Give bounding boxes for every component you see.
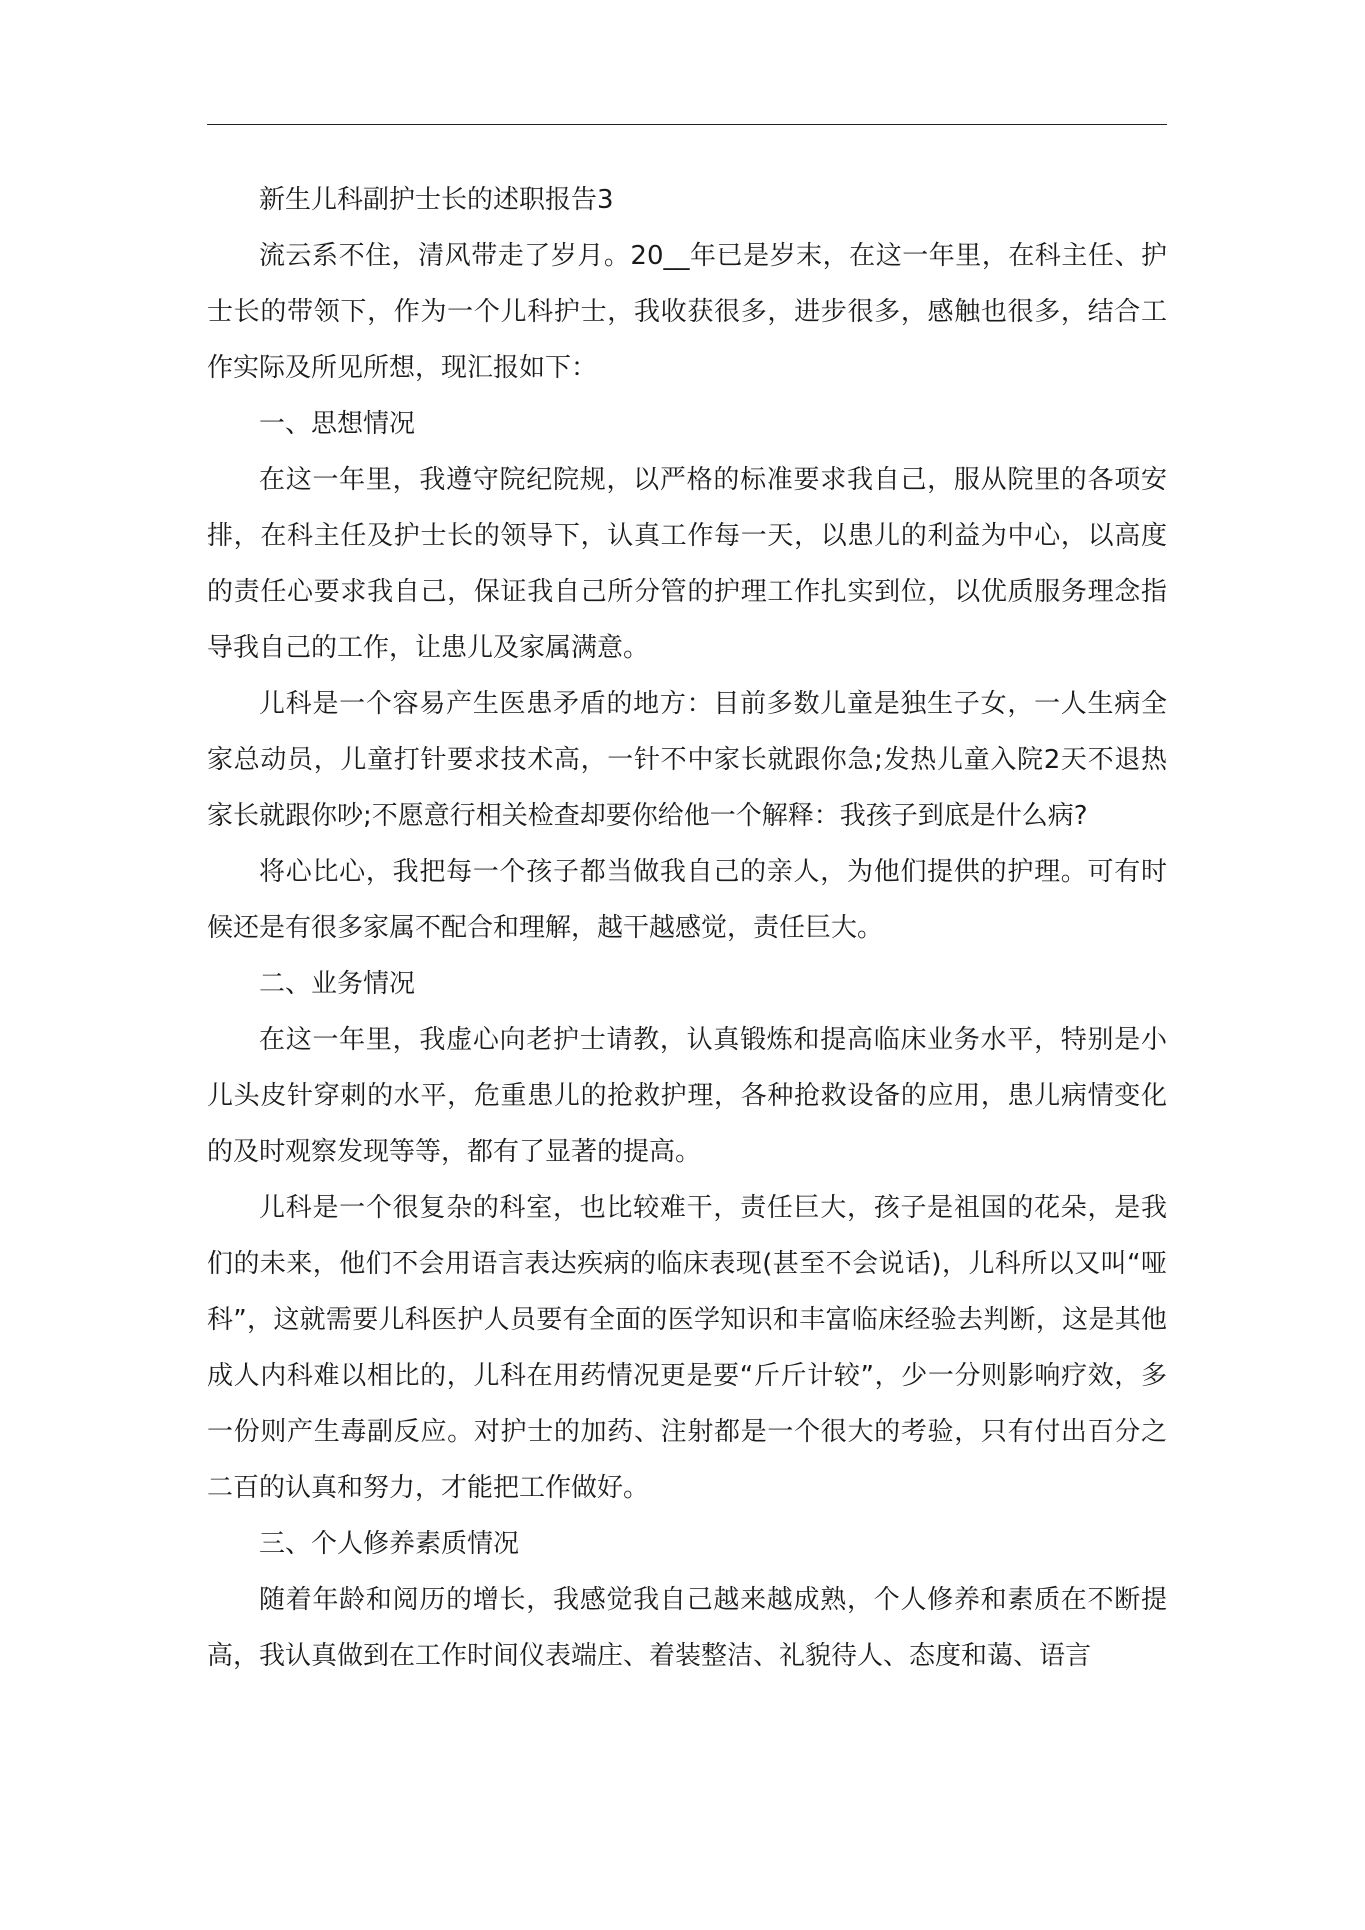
header-rule bbox=[207, 124, 1167, 125]
section-heading-thought: 一、思想情况 bbox=[259, 409, 416, 439]
paragraph-thought-2: 儿科是一个容易产生医患矛盾的地方：目前多数儿童是独生子女，一人生病全家总动员，儿童打针要求技术高，一针不中家长就跟你急;发热儿童入院2天不退热家长就跟你吵;不愿意行相关检查却要你给他一个解释：我孩子到底是什么病? bbox=[207, 689, 1167, 831]
paragraph-business-2: 儿科是一个很复杂的科室，也比较难干，责任巨大，孩子是祖国的花朵，是我们的未来，他们不会用语言表达疾病的临床表现(甚至不会说话)，儿科所以又叫“哑科”，这就需要儿科医护人员要有全面的医学知识和丰富临床经验去判断，这是其他成人内科难以相比的，儿科在用药情况更是要“斤斤计较”，少一分则影响疗效，多一份则产生毒副反应。对护士的加药、注射都是一个很大的考验，只有付出百分之二百的认真和努力，才能把工作做好。 bbox=[207, 1193, 1167, 1503]
paragraph-intro: 流云系不住，清风带走了岁月。20__年已是岁末，在这一年里，在科主任、护士长的带领下，作为一个儿科护士，我收获很多，进步很多，感触也很多，结合工作实际及所见所想，现汇报如下： bbox=[207, 241, 1167, 383]
paragraph-personal-1: 随着年龄和阅历的增长，我感觉我自己越来越成熟，个人修养和素质在不断提高，我认真做到在工作时间仪表端庄、着装整洁、礼貌待人、态度和蔼、语言 bbox=[207, 1585, 1167, 1671]
paragraph-business-1: 在这一年里，我虚心向老护士请教，认真锻炼和提高临床业务水平，特别是小儿头皮针穿刺的水平，危重患儿的抢救护理，各种抢救设备的应用，患儿病情变化的及时观察发现等等，都有了显著的提高。 bbox=[207, 1025, 1167, 1167]
document-body bbox=[207, 172, 1167, 1684]
section-heading-business: 二、业务情况 bbox=[259, 969, 416, 999]
paragraph-thought-1: 在这一年里，我遵守院纪院规，以严格的标准要求我自己，服从院里的各项安排，在科主任及护士长的领导下，认真工作每一天，以患儿的利益为中心，以高度的责任心要求我自己，保证我自己所分管的护理工作扎实到位，以优质服务理念指导我自己的工作，让患儿及家属满意。 bbox=[207, 465, 1167, 663]
paragraph-thought-3: 将心比心，我把每一个孩子都当做我自己的亲人，为他们提供的护理。可有时候还是有很多家属不配合和理解，越干越感觉，责任巨大。 bbox=[207, 857, 1167, 943]
section-heading-personal: 三、个人修养素质情况 bbox=[259, 1529, 520, 1559]
document-title: 新生儿科副护士长的述职报告3 bbox=[259, 185, 614, 215]
